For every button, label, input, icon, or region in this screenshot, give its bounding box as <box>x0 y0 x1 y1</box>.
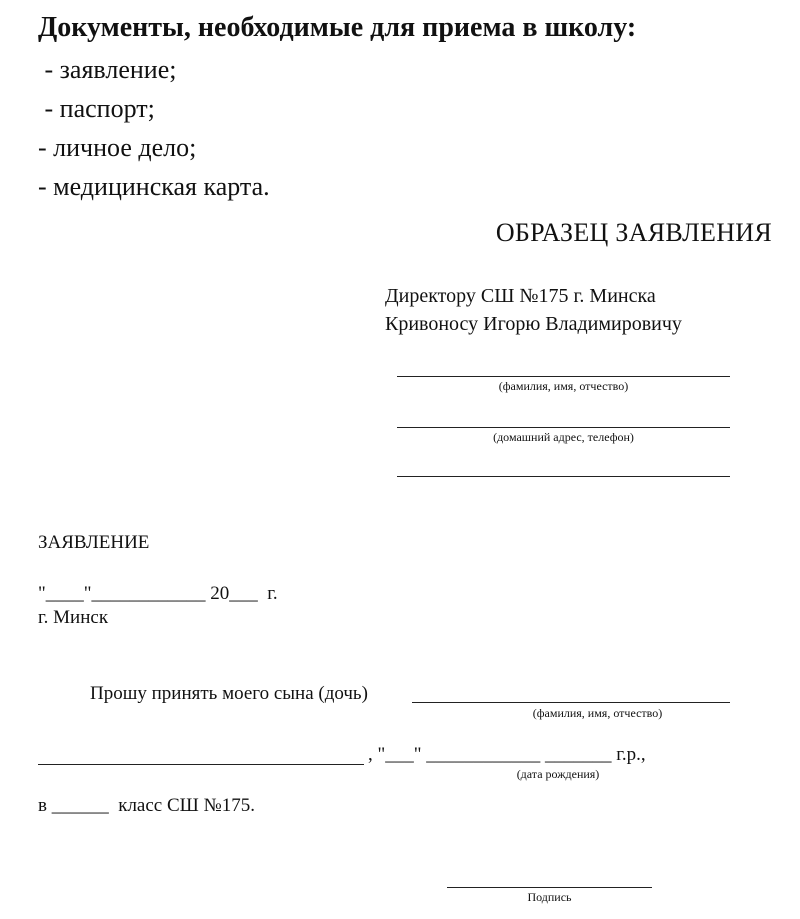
applicant-address-line[interactable] <box>397 427 730 428</box>
birth-date-caption: (дата рождения) <box>516 767 600 781</box>
document-item: - медицинская карта. <box>38 172 270 201</box>
addressee-line-2: Кривоносу Игорю Владимировичу <box>385 313 682 335</box>
document-item: - паспорт; <box>38 94 155 123</box>
document-item: - заявление; <box>38 55 177 84</box>
birth-date-line: , "___" ____________ _______ г.р., <box>368 744 646 765</box>
child-name-caption: (фамилия, имя, отчество) <box>532 706 663 720</box>
applicant-name-line[interactable] <box>397 376 730 377</box>
application-heading: ЗАЯВЛЕНИЕ <box>38 532 150 553</box>
signature-line[interactable] <box>447 887 652 888</box>
documents-list <box>38 50 270 206</box>
applicant-name-caption: (фамилия, имя, отчество) <box>498 379 629 393</box>
child-name-continuation-line[interactable] <box>38 764 364 765</box>
city-line: г. Минск <box>38 607 109 628</box>
addressee-block <box>385 282 682 338</box>
applicant-extra-line[interactable] <box>397 476 730 477</box>
signature-caption: Подпись <box>527 890 572 904</box>
sample-title: ОБРАЗЕЦ ЗАЯВЛЕНИЯ <box>495 218 772 247</box>
date-line: "____"____________ 20___ г. <box>38 583 278 604</box>
class-line: в ______ класс СШ №175. <box>38 795 255 816</box>
document-item: - личное дело; <box>38 133 197 162</box>
addressee-line-1: Директору СШ №175 г. Минска <box>385 285 656 307</box>
child-name-line[interactable] <box>412 702 730 703</box>
page-heading: Документы, необходимые для приема в школу: <box>38 12 637 43</box>
applicant-address-caption: (домашний адрес, телефон) <box>493 430 634 444</box>
request-text: Прошу принять моего сына (дочь) <box>90 683 368 704</box>
